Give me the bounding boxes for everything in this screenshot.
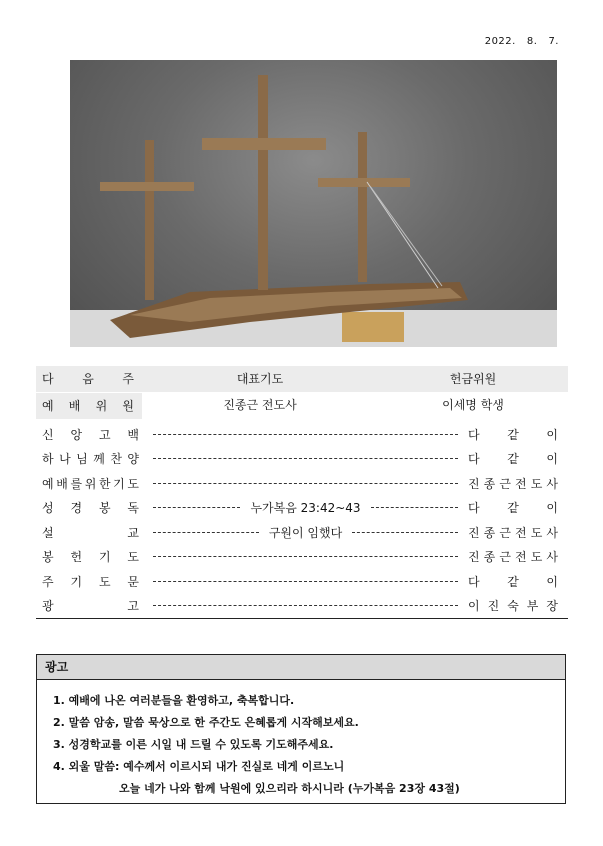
order-label: 성 경 봉 독 bbox=[42, 501, 139, 516]
order-leader-line bbox=[139, 605, 468, 606]
order-leader: 이 진 숙 부 장 bbox=[468, 599, 558, 614]
order-row bbox=[36, 545, 568, 570]
announcement-item-continued: 오늘 네가 나와 함께 낙원에 있으리라 하시니라 (누가복음 23장 43절) bbox=[119, 782, 460, 795]
announcement-item: 4. 외울 말씀: 예수께서 이르시되 내가 진실로 네게 이르노니 bbox=[53, 760, 345, 773]
order-row bbox=[36, 520, 568, 545]
announcement-item: 3. 성경학교를 이른 시일 내 드릴 수 있도록 기도해주세요. bbox=[53, 738, 334, 751]
worship-committee-label: 예 배 위 원 bbox=[36, 393, 142, 419]
order-label: 주 기 도 문 bbox=[42, 574, 139, 589]
order-leader: 다 같 이 bbox=[468, 452, 558, 467]
order-leader: 진 종 근 전 도 사 bbox=[468, 476, 558, 491]
order-label: 예 배 를 위 한 기 도 bbox=[42, 476, 139, 491]
order-row bbox=[36, 569, 568, 594]
order-row bbox=[36, 447, 568, 472]
order-row bbox=[36, 594, 568, 619]
prayer-person: 진종근 전도사 bbox=[223, 398, 297, 412]
bulletin-date: 2022. 8. 7. bbox=[484, 36, 559, 47]
announcements-title: 광고 bbox=[37, 655, 565, 680]
order-detail: 누가복음 23:42~43 bbox=[250, 501, 361, 516]
three-crosses-photo bbox=[70, 60, 557, 347]
order-leader: 다 같 이 bbox=[468, 427, 558, 442]
worship-order bbox=[36, 366, 568, 618]
order-row bbox=[36, 471, 568, 496]
order-label: 설 교 bbox=[42, 525, 139, 540]
order-label: 봉 헌 기 도 bbox=[42, 550, 139, 565]
offering-title: 헌금위원 bbox=[449, 372, 497, 386]
next-week-label: 다 음 주 bbox=[36, 366, 142, 393]
order-label: 하 나 님 께 찬 양 bbox=[42, 452, 139, 467]
order-label: 광 고 bbox=[42, 599, 139, 614]
order-leader: 진 종 근 전 도 사 bbox=[468, 550, 558, 565]
order-leader-line bbox=[139, 524, 468, 541]
order-row bbox=[36, 496, 568, 521]
order-leader: 다 같 이 bbox=[468, 501, 558, 516]
announcement-item: 1. 예배에 나온 여러분들을 환영하고, 축복합니다. bbox=[53, 694, 295, 707]
order-leader-line bbox=[139, 483, 468, 484]
prayer-title: 대표기도 bbox=[236, 372, 284, 386]
order-list bbox=[36, 418, 568, 618]
offering-person: 이세명 학생 bbox=[442, 398, 504, 412]
order-row bbox=[36, 422, 568, 447]
announcement-item: 2. 말씀 암송, 말씀 묵상으로 한 주간도 은혜롭게 시작해보세요. bbox=[53, 716, 359, 729]
order-leader: 다 같 이 bbox=[468, 574, 558, 589]
order-bottom-rule bbox=[36, 618, 568, 619]
order-leader-line bbox=[139, 556, 468, 557]
order-detail: 구원이 임했다 bbox=[268, 525, 343, 540]
order-leader-line bbox=[139, 458, 468, 459]
announcements-box bbox=[36, 654, 566, 804]
order-leader-line bbox=[139, 434, 468, 435]
order-leader-line bbox=[139, 499, 468, 516]
announcements-list bbox=[37, 680, 565, 800]
order-leader-line bbox=[139, 581, 468, 582]
order-label: 신 앙 고 백 bbox=[42, 427, 139, 442]
order-leader: 진 종 근 전 도 사 bbox=[468, 525, 558, 540]
